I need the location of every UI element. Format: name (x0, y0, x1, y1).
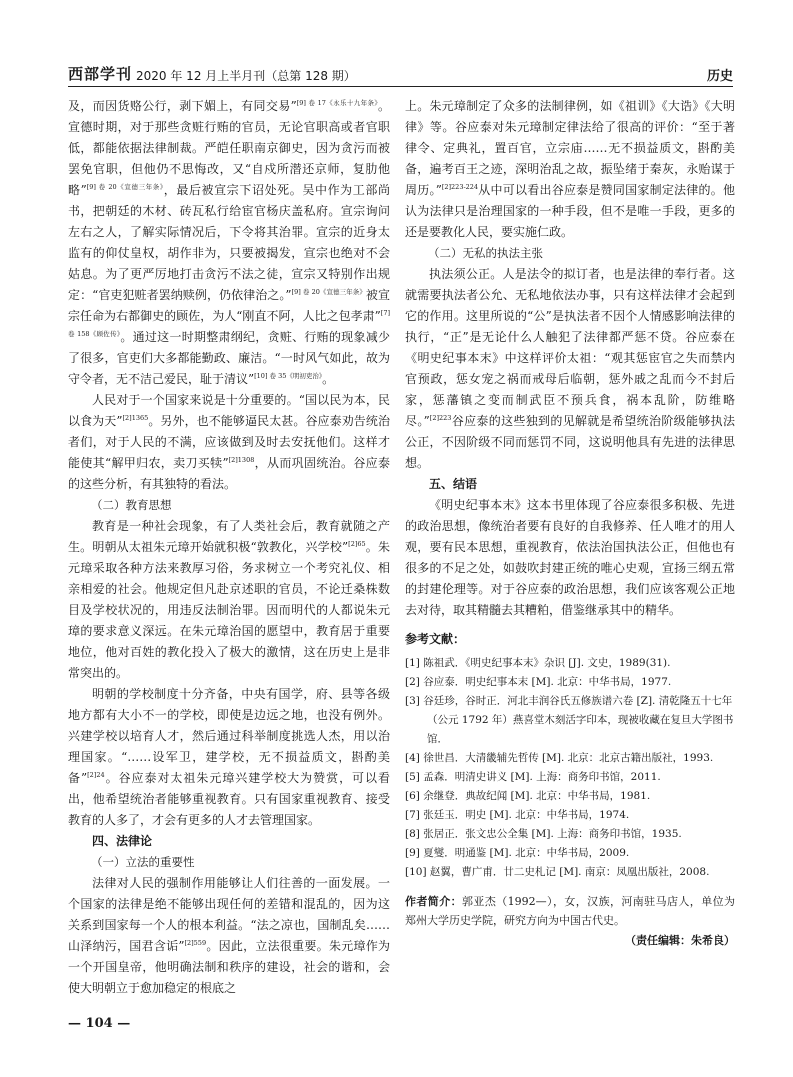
page-number: — 104 — (68, 1016, 131, 1031)
header-rule (68, 86, 733, 87)
reference-item: [4] 徐世昌．大清畿辅先哲传 [M]. 北京：北京古籍出版社，1993. (405, 752, 714, 764)
reference-item: [1] 陈祖武．《明史纪事本末》杂识 [J]. 文史，1989(31). (405, 657, 671, 669)
section-heading: 五、结语 (429, 477, 478, 491)
citation-ref: [9] 卷 17《永乐十九年条》 (296, 99, 378, 107)
reference-item: [2] 谷应泰．明史纪事本末 [M]. 北京：中华书局，1977. (405, 676, 672, 688)
citation-ref: [2]223 (429, 414, 452, 422)
reference-item: [9] 夏燮．明通鉴 [M]. 北京：中华书局，2009. (405, 847, 630, 859)
citation-ref: [2]24 (87, 771, 105, 779)
paragraph-text: 。朱元璋采取各种方法来教厚习俗，务求树立一个考究礼仪、相亲相爱的社会。他规定但凡赴京述职的官员，不论迁桑株数目及学校状况的，用违反法制治罪。因而明代的人都说朱元璋的要求意义深远。在朱元璋治国的愿望中，教育居于重要地位，他对百姓的教化投入了极大的激情，这在历史上是非常突出的。 (68, 540, 390, 680)
citation-ref: [2]559 (184, 939, 207, 947)
citation-ref: [2]1365 (122, 414, 149, 422)
paragraph-text: 谷应泰的这些独到的见解就是希望统治阶级能够执法公正，不因阶级不同而惩罚不同，这说明他具有先进的法律思想。 (405, 414, 735, 470)
responsible-editor: （责任编辑：朱希良） (625, 934, 735, 947)
paragraph (405, 264, 735, 474)
citation-ref: [7] 卷 158《顾佐传》 (68, 309, 390, 338)
author-text: 郭亚杰（1992—），女，汉族，河南驻马店人，单位为郑州大学历史学院，研究方向为中国古代史。 (405, 895, 736, 927)
paragraph-text: 明朝的学校制度十分齐备，中央有国学，府、县等各级地方都有大小不一的学校，即使是边远之地，也没有例外。兴建学校以培育人才，然后通过科举制度挑选人杰，用以治理国家。“……设军卫，建学校，无不损益质文，斟酌美备” (68, 687, 390, 785)
citation-ref: [10] 卷 35《明初吏治》 (254, 372, 323, 380)
paragraph-text: 。因此，立法很重要。朱元璋作为一个开国皇帝，他明确法制和秩序的建设，社会的谐和，会使大明朝立于愈加稳定的根底之 (68, 939, 390, 995)
right-column (405, 96, 735, 951)
reference-item: [8] 张居正．张文忠公全集 [M]. 上海：商务印书馆，1935. (405, 828, 682, 840)
paragraph-text: 从中可以看出谷应泰是赞同国家制定法律的。他认为法律只是治理国家的一种手段，但不是唯一手段，更多的还是要教化人民，要实施仁政。 (405, 183, 735, 239)
right-column-body (405, 96, 735, 621)
paragraph-text: 执法须公正。人是法令的拟订者，也是法律的奉行者。这就需要执法者公允、无私地依法办事，只有这样法律才会起到它的作用。这里所说的“公”是执法者不因个人情感影响法律的执行，“正”是无论什么人触犯了法律都严惩不贷。谷应泰在《明史纪事本末》中这样评价太祖：“观其惩宦官之失而禁内官预政，惩女宠之祸而戒母后临朝，惩外戚之乱而今不封后家，惩藩镇之变而制武臣不预兵食，祸本乱阶，防维略尽。” (405, 267, 735, 428)
reference-item: [6] 余继登．典故纪闻 [M]. 北京：中华书局，1981. (405, 790, 651, 802)
paragraph (405, 96, 735, 243)
left-column (68, 96, 390, 999)
paragraph-text: 被宣宗任命为右都御史的顾佐，为人“刚直不阿，人比之包孝肃” (68, 288, 390, 323)
reference-item: [10] 赵翼，曹广甫．廿二史札记 [M]. 南京：凤凰出版社，2008. (405, 866, 710, 878)
reference-item: [7] 张廷玉．明史 [M]. 北京：中华书局，1974. (405, 809, 630, 821)
paragraph-text: ，最后被宣宗下诏处死。吴中作为工部尚书，把朝廷的木材、砖瓦私行给宦官杨庆盖私府。宣宗询问左右之人，了解实际情况后，下令将其治罪。宣宗的近身太监有的仰仗皇权，胡作非为，只要被揭发，宣宗也绝对不会姑息。为了更严厉地打击贪污不法之徒，宣宗又特别作出规定：“官吏犯赃者罢纳赎例，仍依律治之。” (68, 183, 390, 302)
section-heading: 四、法律论 (92, 834, 153, 848)
reference-item: [5] 孟森．明清史讲义 [M]. 上海：商务印书馆，2011. (405, 771, 661, 783)
paragraph-text: 《明史纪事本末》这本书里体现了谷应泰很多积极、先进的政治思想，像统治者要有良好的自我修养、任人唯才的用人观，要有民本思想，重视教育，依法治国执法公正，但他也有很多的不足之处，如鼓吹封建正统的唯心史观，宣扬三纲五常的封建伦理等。对于谷应泰的政治思想，我们应该客观公正地去对待，取其精髓去其糟粕，借鉴继承其中的精华。 (405, 498, 735, 617)
citation-ref: [9] 卷 20《宣德三年条》 (86, 183, 164, 191)
paragraph-text: 人民对于一个国家来说是十分重要的。“国以民为本，民以食为天” (68, 393, 390, 428)
paragraph-text: 。 (322, 372, 335, 386)
author-bio (405, 892, 735, 930)
references-list (405, 654, 735, 882)
paragraph (68, 96, 390, 390)
issue-info: 2020 年 12 月上半月刊（总第 128 期） (136, 69, 356, 83)
page-header (68, 58, 733, 84)
paragraph-text: 教育是一种社会现象，有了人类社会后，教育就随之产生。明朝从太祖朱元璋开始就积极“敦教化，兴学校” (68, 519, 390, 554)
citation-ref: [2]223-224 (441, 183, 479, 191)
paragraph (405, 495, 735, 621)
paragraph-text: ，从而巩固统治。谷应泰的这些分析，有其独特的看法。 (68, 456, 390, 491)
paragraph (68, 684, 390, 831)
paragraph-text: 及，而因货赂公行，剥下媚上，有同交易” (68, 99, 297, 113)
paragraph (68, 390, 390, 495)
subsection-heading: （二）无私的执法主张 (428, 246, 543, 260)
author-label: 作者简介： (405, 895, 463, 908)
paragraph (68, 516, 390, 684)
references-title: 参考文献： (405, 632, 466, 646)
paragraph-text: 。通过这一时期整肃纲纪，贪赃、行贿的现象减少了很多，官吏们大多都能勤政、廉洁。“一时风气如此，故为守令者，无不洁己爱民，耻于清议” (68, 330, 390, 386)
section-label: 历史 (706, 69, 733, 84)
citation-ref: [2]1308 (228, 456, 255, 464)
citation-ref: [2]65 (348, 540, 366, 548)
paragraph (68, 873, 390, 999)
paragraph-text: 。另外，也不能够逼民太甚。谷应泰劝告统治者们，对于人民的不满，应该做到及时去安抚他们。这样才能使其“解甲归农，卖刀买犊” (68, 414, 390, 470)
citation-ref: [9] 卷 20《宣德三年条》 (291, 288, 366, 296)
paragraph-text: 。谷应泰对太祖朱元璋兴建学校大为赞赏，可以看出，他希望统治者能够重视教育。只有国家重视教育、接受教育的人多了，才会有更多的人才去管理国家。 (68, 771, 390, 827)
paragraph-text: 。宣德时期，对于那些贪赃行贿的官员，无论官职高或者官职低，都能依据法律制裁。严皑任职南京御史，因为贪污而被罢免官职，但他仍不思悔改，又“自戍所潜还京师，复肋他略” (68, 99, 390, 197)
subsection-heading: （二）教育思想 (91, 498, 172, 512)
paragraph-text: 上。朱元璋制定了众多的法制律例，如《祖训》《大诰》《大明律》等。谷应泰对朱元璋制定律法给了很高的评价：“至于著律令、定典礼，置百官，立宗庙……无不损益质文，斟酌美备，遍考百王之迹，深明治乱之故，振坠绪于秦灰，永贻谋于周历。” (405, 99, 735, 197)
journal-logo: 西部学刊 (68, 65, 133, 83)
subsection-heading: （一）立法的重要性 (91, 855, 195, 869)
paragraph-text: 法律对人民的强制作用能够让人们往善的一面发展。一个国家的法律是绝不能够出现任何的差错和混乱的，因为这关系到国家每一个人的根本利益。“法之凉也，国制乱矣……山泽纳污，国君含诟” (68, 876, 390, 953)
reference-item: [3] 谷廷珍，谷时正．河北丰润谷氏五修族谱六卷 [Z]. 清乾隆五十七年（公元 1792 年）燕喜堂木刻活字印本，现被收藏在复旦大学图书馆． (405, 695, 734, 745)
